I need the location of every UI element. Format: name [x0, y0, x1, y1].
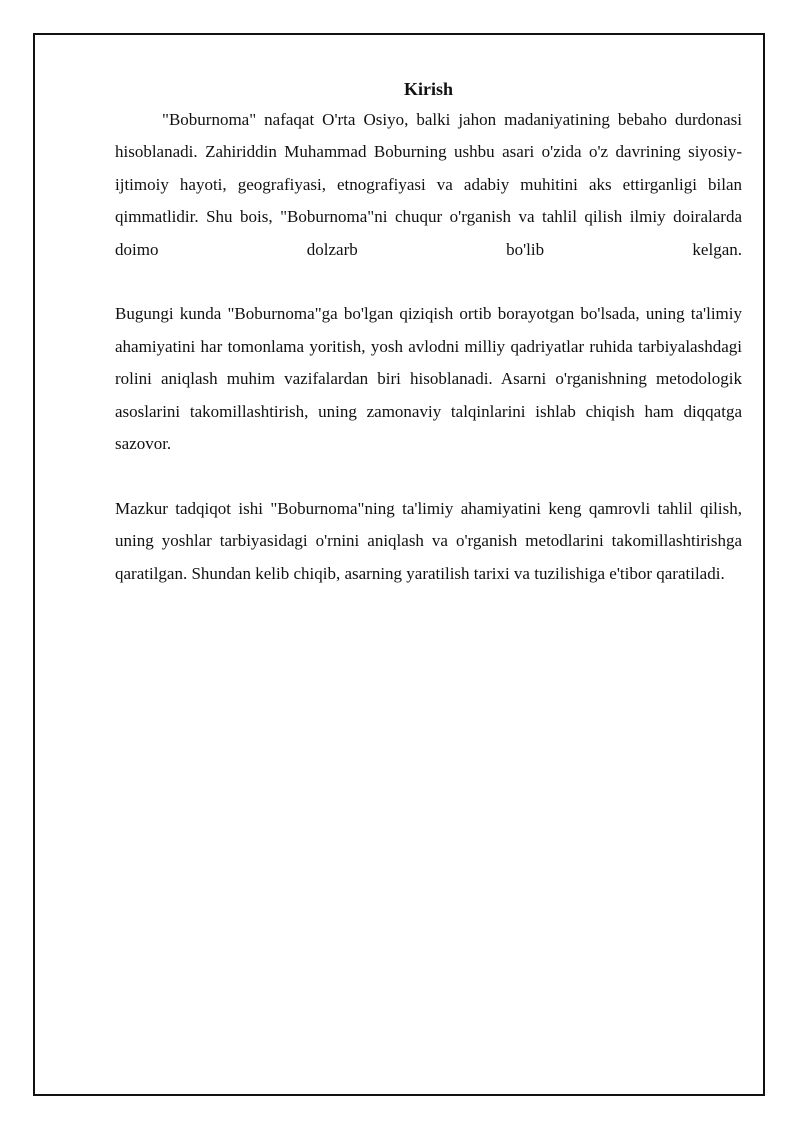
paragraph-spacer — [115, 266, 742, 298]
page-title: Kirish — [403, 79, 453, 99]
paragraph-spacer — [115, 460, 742, 492]
paragraph-1: "Boburnoma" nafaqat O'rta Osiyo, balki jahon madaniyatining bebaho durdonasi hisoblanadi. Zahiriddin Muhammad Boburning ushbu asari o'zida o'z davrining siyosiy-ijtimoiy hayoti, geografiyasi, etnografiyasi va adabiy muhitini aks ettirganligi bilan qimmatlidir. Shu bois, "Boburnoma"ni chuqur o'rganish va tahlil qilish ilmiy doiralarda doimo dolzarb bo'lib kelgan. — [115, 110, 742, 259]
paragraph-3: Mazkur tadqiqot ishi "Boburnoma"ning ta'limiy ahamiyatini keng qamrovli tahlil qilish, uning yoshlar tarbiyasidagi o'rnini aniqlash va o'rganish metodlarini takomillashtirishga qaratilgan. Shundan kelib chiqib, asarning yaratilish tarixi va tuzilishiga e'tibor qaratiladi. — [115, 498, 742, 583]
paragraph-2: Bugungi kunda "Boburnoma"ga bo'lgan qiziqish ortib borayotgan bo'lsada, uning ta'limiy ahamiyatini har tomonlama yoritish, yosh avlodni milliy qadriyatlar ruhida tarbiyalashdagi rolini aniqlash muhim vazifalardan biri hisoblanadi. Asarni o'rganishning metodologik asoslarini takomillashtirish, uning zamonaviy talqinlarini ishlab chiqish ham diqqatga sazovor. — [115, 304, 742, 454]
document-body — [115, 74, 742, 590]
